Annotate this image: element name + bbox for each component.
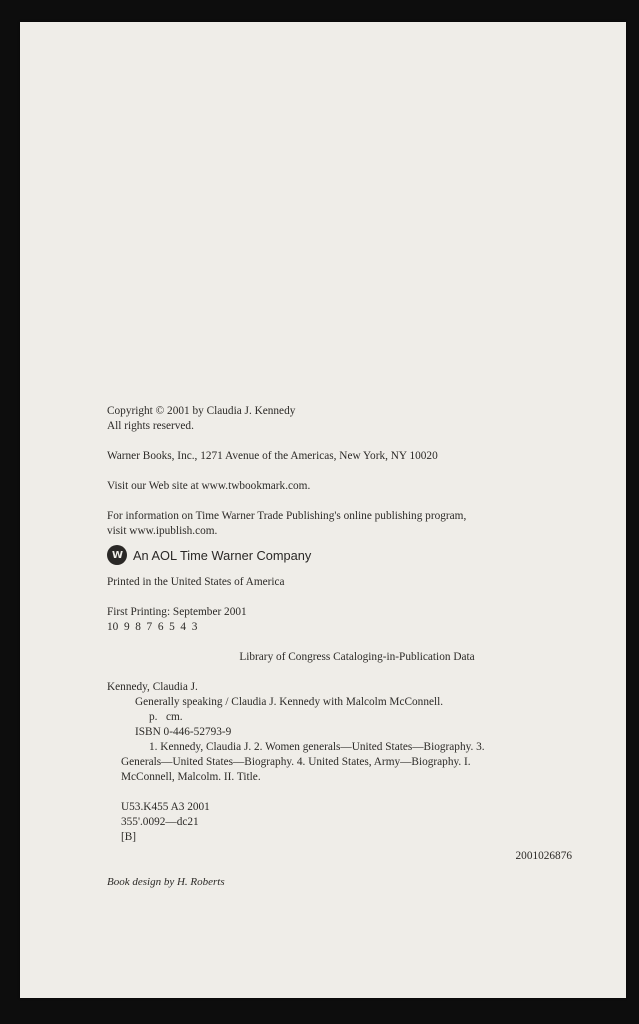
cip-isbn: ISBN 0-446-52793-9 — [135, 726, 232, 738]
cip-subjects-3: McConnell, Malcolm. II. Title. — [121, 771, 261, 783]
publisher-logo — [107, 544, 577, 566]
cip-title: Generally speaking / Claudia J. Kennedy with Malcolm McConnell. — [135, 696, 444, 708]
warner-logo-icon: W — [107, 545, 127, 565]
ipublish-line-1: For information on Time Warner Trade Publishing's online publishing program, — [107, 510, 467, 522]
copyright-content — [107, 404, 577, 890]
cip-author: Kennedy, Claudia J. — [107, 681, 198, 693]
cip-dewey: 355'.0092—dc21 — [121, 816, 199, 828]
first-printing: First Printing: September 2001 — [107, 606, 247, 618]
book-design-credit: Book design by H. Roberts — [107, 876, 225, 888]
copyright-line: Copyright © 2001 by Claudia J. Kennedy — [107, 405, 296, 417]
copyright-page — [20, 22, 626, 998]
ipublish-line-2: visit www.ipublish.com. — [107, 525, 218, 537]
lccn: 2001026876 — [515, 850, 572, 862]
rights-reserved: All rights reserved. — [107, 420, 194, 432]
cip-b: [B] — [121, 831, 137, 843]
cip-heading: Library of Congress Cataloging-in-Publication Data — [239, 651, 475, 663]
cip-subjects-2: Generals—United States—Biography. 4. United States, Army—Biography. I. — [121, 756, 471, 768]
website-line: Visit our Web site at www.twbookmark.com. — [107, 480, 311, 492]
logo-text: An AOL Time Warner Company — [133, 547, 312, 563]
cip-subjects-1: 1. Kennedy, Claudia J. 2. Women generals—United States—Biography. 3. — [149, 741, 485, 753]
printed-in: Printed in the United States of America — [107, 576, 285, 588]
cip-pages: p. cm. — [149, 711, 183, 723]
cip-call-number: U53.K455 A3 2001 — [121, 801, 210, 813]
printing-numbers: 10 9 8 7 6 5 4 3 — [107, 621, 198, 633]
publisher-address: Warner Books, Inc., 1271 Avenue of the Americas, New York, NY 10020 — [107, 450, 438, 462]
